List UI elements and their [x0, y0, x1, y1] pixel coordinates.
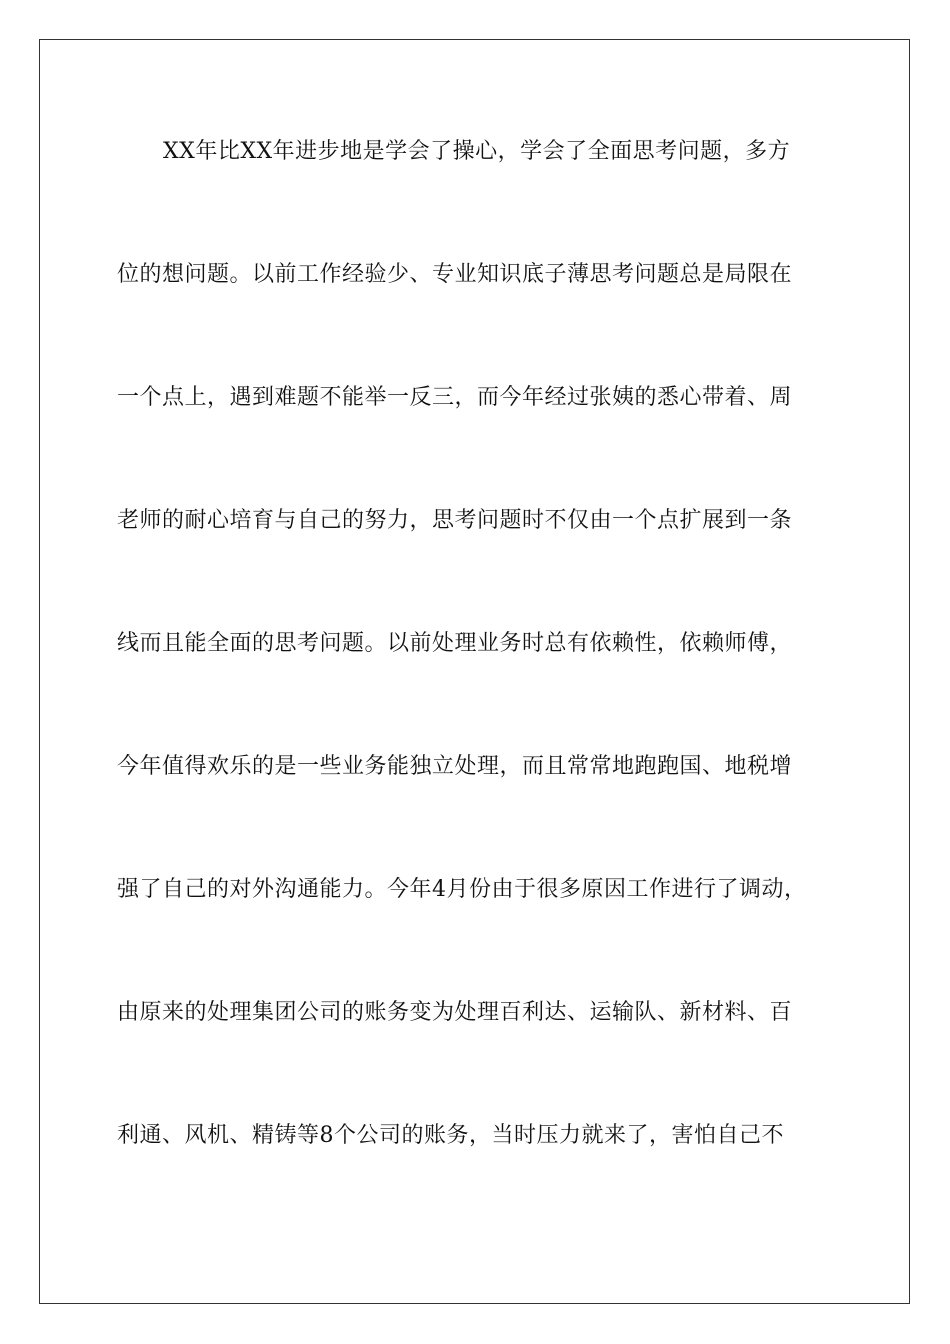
paragraph-line-4: 老师的耐心培育与自己的努力，思考问题时不仅由一个点扩展到一条 [117, 508, 793, 533]
paragraph-line-1: XX年比XX年进步地是学会了操心，学会了全面思考问题，多方 [163, 139, 791, 164]
paragraph-line-7: 强了自己的对外沟通能力。今年4月份由于很多原因工作进行了调动， [117, 877, 807, 902]
paragraph-line-3: 一个点上，遇到难题不能举一反三，而今年经过张姨的悉心带着、周 [117, 385, 793, 410]
paragraph-line-9: 利通、风机、精铸等8个公司的账务，当时压力就来了，害怕自己不 [117, 1123, 784, 1148]
page-frame [39, 39, 910, 1304]
paragraph-line-8: 由原来的处理集团公司的账务变为处理百利达、运输队、新材料、百 [117, 1000, 793, 1025]
paragraph-line-6: 今年值得欢乐的是一些业务能独立处理，而且常常地跑跑国、地税增 [117, 754, 793, 779]
paragraph-line-2: 位的想问题。以前工作经验少、专业知识底子薄思考问题总是局限在 [117, 262, 793, 287]
paragraph-line-5: 线而且能全面的思考问题。以前处理业务时总有依赖性，依赖师傅， [117, 631, 793, 656]
